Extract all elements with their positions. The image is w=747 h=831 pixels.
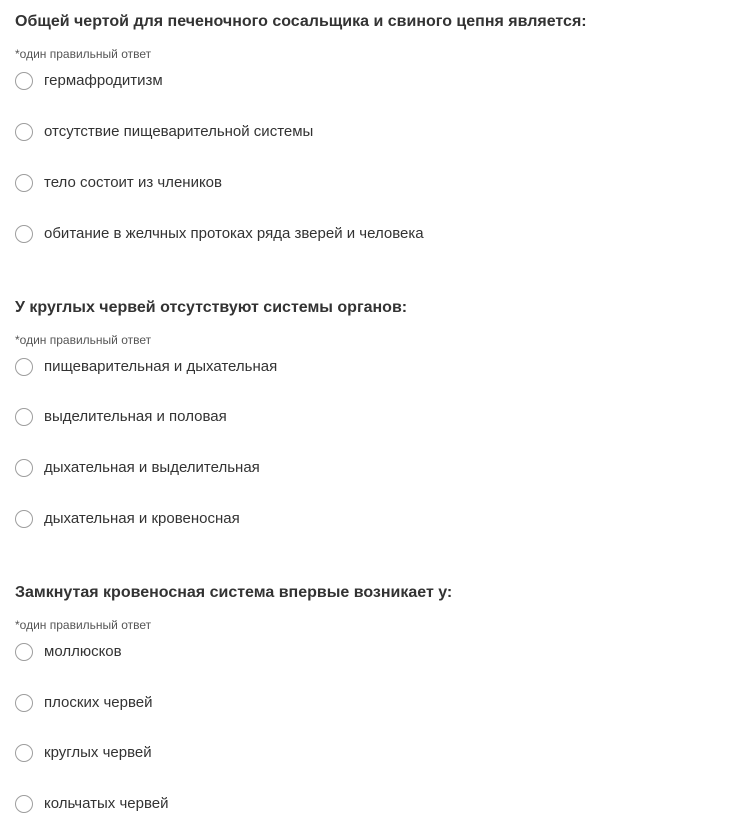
answer-option[interactable] — [15, 121, 313, 143]
question-title: Общей чертой для печеночного сосальщика и свиного цепня является: — [15, 13, 587, 30]
option-label: гермафродитизм — [44, 72, 163, 89]
option-label: круглых червей — [44, 744, 152, 761]
answer-option[interactable] — [15, 406, 227, 428]
radio-button[interactable] — [15, 459, 33, 477]
option-label: плоских червей — [44, 694, 153, 711]
radio-button[interactable] — [15, 795, 33, 813]
option-label: дыхательная и выделительная — [44, 459, 260, 476]
radio-button[interactable] — [15, 123, 33, 141]
option-label: кольчатых червей — [44, 795, 169, 812]
option-label: дыхательная и кровеносная — [44, 510, 240, 527]
answer-option[interactable] — [15, 742, 152, 764]
answer-option[interactable] — [15, 692, 153, 714]
answer-option[interactable] — [15, 172, 222, 194]
radio-button[interactable] — [15, 643, 33, 661]
radio-button[interactable] — [15, 510, 33, 528]
option-label: обитание в желчных протоках ряда зверей и человека — [44, 225, 424, 242]
question-title: Замкнутая кровеносная система впервые возникает у: — [15, 584, 453, 601]
option-label: тело состоит из члеников — [44, 174, 222, 191]
question-title: У круглых червей отсутствуют системы органов: — [15, 299, 408, 316]
answer-option[interactable] — [15, 641, 122, 663]
option-label: отсутствие пищеварительной системы — [44, 123, 314, 140]
question-3 — [15, 583, 735, 812]
answer-hint: *один правильный ответ — [15, 618, 152, 632]
radio-button[interactable] — [15, 694, 33, 712]
option-label: выделительная и половая — [44, 408, 227, 425]
question-2 — [15, 298, 735, 527]
question-1 — [15, 12, 735, 242]
radio-button[interactable] — [15, 72, 33, 90]
radio-button[interactable] — [15, 358, 33, 376]
radio-button[interactable] — [15, 408, 33, 426]
answer-option[interactable] — [15, 70, 163, 92]
answer-hint: *один правильный ответ — [15, 333, 152, 347]
option-label: пищеварительная и дыхательная — [44, 358, 278, 375]
answer-option[interactable] — [15, 457, 260, 479]
radio-button[interactable] — [15, 225, 33, 243]
radio-button[interactable] — [15, 744, 33, 762]
radio-button[interactable] — [15, 174, 33, 192]
option-label: моллюсков — [44, 643, 122, 660]
answer-option[interactable] — [15, 223, 424, 245]
answer-option[interactable] — [15, 356, 277, 378]
answer-hint: *один правильный ответ — [15, 47, 152, 61]
answer-option[interactable] — [15, 508, 240, 530]
answer-option[interactable] — [15, 793, 168, 815]
